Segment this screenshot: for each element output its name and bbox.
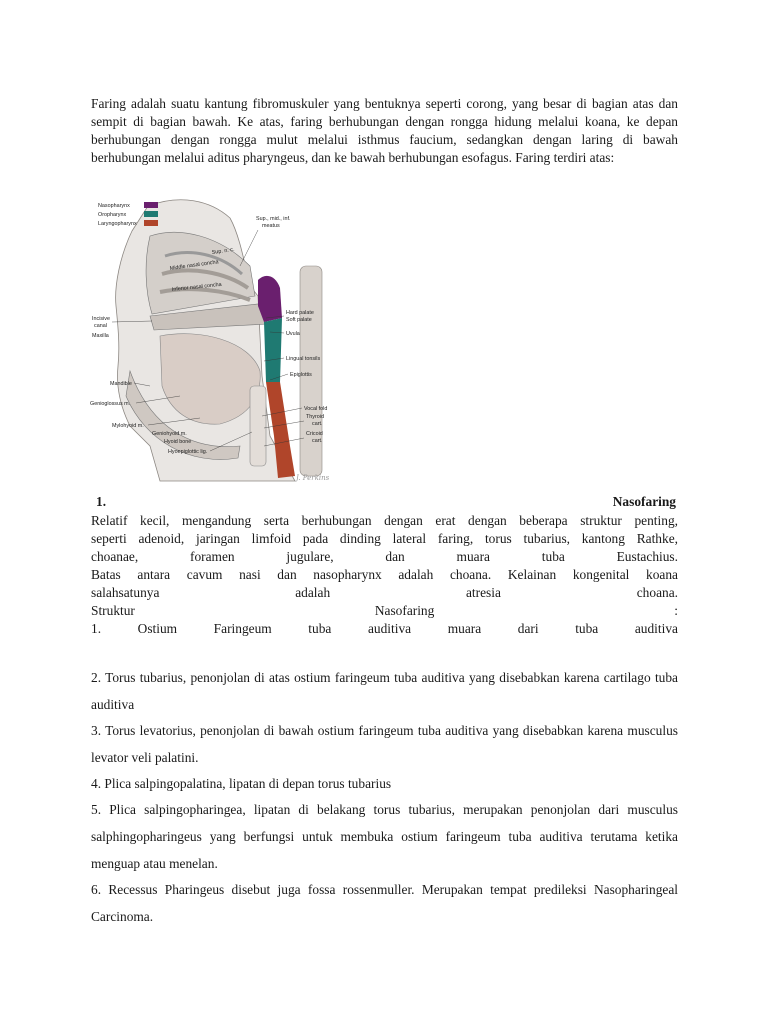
- label-cricoid: Cricoid: [306, 431, 323, 437]
- list-item-3: 3. Torus levatorius, penonjolan di bawah ostium faringeum tuba auditiva yang disebabkan karena musculus levator veli palatini.: [91, 723, 678, 766]
- naso-line-5: salahsatunya adalah atresia choana.: [91, 585, 678, 600]
- pharynx-illustration: [90, 196, 340, 488]
- nasofaring-paragraph: [91, 512, 678, 638]
- naso-line-7: 1. Ostium Faringeum tuba auditiva muara dari tuba auditiva: [91, 621, 678, 636]
- label-hyoepiglottic: Hyoepiglottic lig.: [168, 449, 208, 455]
- naso-line-1: Relatif kecil, mengandung serta berhubungan dengan erat dengan beberapa struktur penting,: [91, 513, 678, 528]
- label-geniohyoid: Geniohyoid m.: [152, 431, 187, 437]
- list-item-2: 2. Torus tubarius, penonjolan di atas ostium faringeum tuba auditiva yang disebabkan karena cartilago tuba auditiva: [91, 670, 678, 713]
- section-number: 1.: [96, 494, 107, 509]
- naso-line-3: choanae, foramen jugulare, dan muara tuba Eustachius.: [91, 549, 678, 564]
- pharynx-anatomy-figure: [90, 196, 340, 488]
- label-uvula: Uvula: [286, 331, 300, 337]
- label-cricoid-cart: cart.: [312, 438, 323, 444]
- label-mandible: Mandible: [110, 381, 132, 387]
- label-genioglossus: Genioglossus m.: [90, 401, 131, 407]
- legend-swatch-oropharynx: [144, 211, 158, 217]
- legend-oropharynx: Oropharynx: [98, 212, 127, 218]
- label-hyoid-bone: Hyoid bone: [164, 439, 192, 445]
- legend-nasopharynx: Nasopharynx: [98, 203, 130, 209]
- label-thyroid-cart: cart.: [312, 421, 323, 427]
- label-soft-palate: Soft palate: [286, 317, 312, 323]
- label-hard-palate: Hard palate: [286, 310, 314, 316]
- legend-swatch-laryngopharynx: [144, 220, 158, 226]
- label-meatus-2: meatus: [262, 223, 280, 229]
- intro-paragraph: Faring adalah suatu kantung fibromuskuler yang bentuknya seperti corong, yang besar di bagian atas dan sempit di bagian bawah. Ke atas, faring berhubungan dengan rongga hidung melalui koana, ke depan berhubungan dengan rongga mulut melalui isthmus faucium, sedangkan dengan laring di bawah berhubungan melalui aditus pharyngeus, dan ke bawah berhubungan esofagus. Faring terdiri atas:: [91, 96, 678, 165]
- label-vocal-fold: Vocal fold: [304, 406, 328, 412]
- artist-signature: J. Perkins: [296, 474, 330, 482]
- label-incisive-canal: canal: [94, 323, 107, 329]
- list-item-5: 5. Plica salpingopharingea, lipatan di belakang torus tubarius, merupakan penonjolan dari musculus salphingopharingeus yang berfungsi untuk membuka ostium faringeum tuba auditiva terutama ketika menguap atau menelan.: [91, 802, 678, 872]
- section-title: Nasofaring: [612, 494, 676, 509]
- label-thyroid: Thyroid: [306, 414, 324, 420]
- label-inferior-concha: Inferior nasal concha: [171, 281, 222, 293]
- label-incisive: Incisive: [92, 316, 110, 322]
- label-lingual-tonsils: Lingual tonsils: [286, 356, 321, 362]
- label-meatus-1: Sup., mid., inf.: [256, 216, 291, 222]
- naso-line-4: Batas antara cavum nasi dan nasopharynx adalah choana. Kelainan kongenital koana: [91, 567, 678, 582]
- label-middle-concha: Middle nasal concha: [169, 259, 219, 272]
- label-mylohyoid: Mylohyoid m.: [112, 423, 144, 429]
- naso-line-6: Struktur Nasofaring :: [91, 603, 678, 618]
- label-epiglottis: Epiglottis: [290, 372, 312, 378]
- label-sup-nc: Sup. n. c.: [211, 246, 235, 256]
- list-item-4: 4. Plica salpingopalatina, lipatan di depan torus tubarius: [91, 776, 392, 792]
- naso-line-2: seperti adenoid, jaringan limfoid pada dinding lateral faring, torus tubarius, kantong Rathke,: [91, 531, 678, 546]
- list-item-6: 6. Recessus Pharingeus disebut juga fossa rossenmuller. Merupakan tempat predileksi Nasopharingeal Carcinoma.: [91, 882, 678, 925]
- legend-swatch-nasopharynx: [144, 202, 158, 208]
- legend-laryngopharynx: Laryngopharynx: [98, 221, 137, 227]
- label-maxilla: Maxilla: [92, 333, 109, 339]
